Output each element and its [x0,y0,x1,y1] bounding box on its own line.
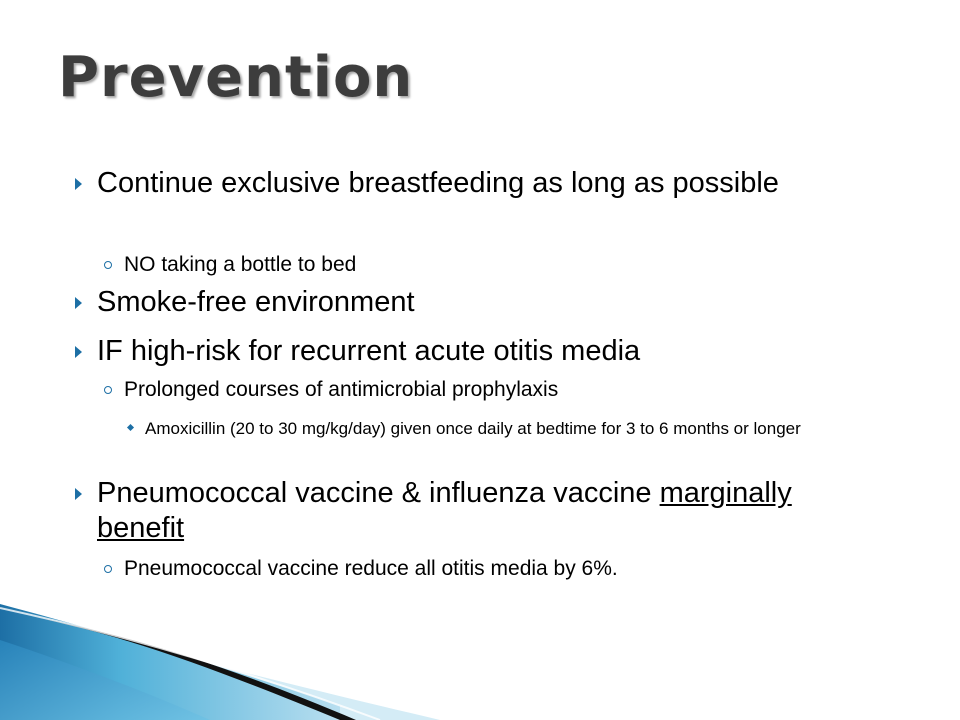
bullet-text: Prolonged courses of antimicrobial prophylaxis [124,378,559,401]
slide-title: Prevention [58,45,414,110]
bullet-text: Continue exclusive breastfeeding as long as possible [97,167,779,199]
bullet-text: Smoke-free environment [97,286,415,318]
bullet-text-main: Pneumococcal vaccine & influenza vaccine [97,477,652,509]
bullet-text-underlined: marginally benefit [97,477,792,544]
bullet-text: Amoxicillin (20 to 30 mg/kg/day) given once daily at bedtime for 3 to 6 months or longer [145,419,801,438]
bullet-text: NO taking a bottle to bed [124,253,357,276]
bullet-text: Pneumococcal vaccine reduce all otitis media by 6%. [124,557,618,580]
bullet-text: IF high-risk for recurrent acute otitis media [97,335,641,367]
